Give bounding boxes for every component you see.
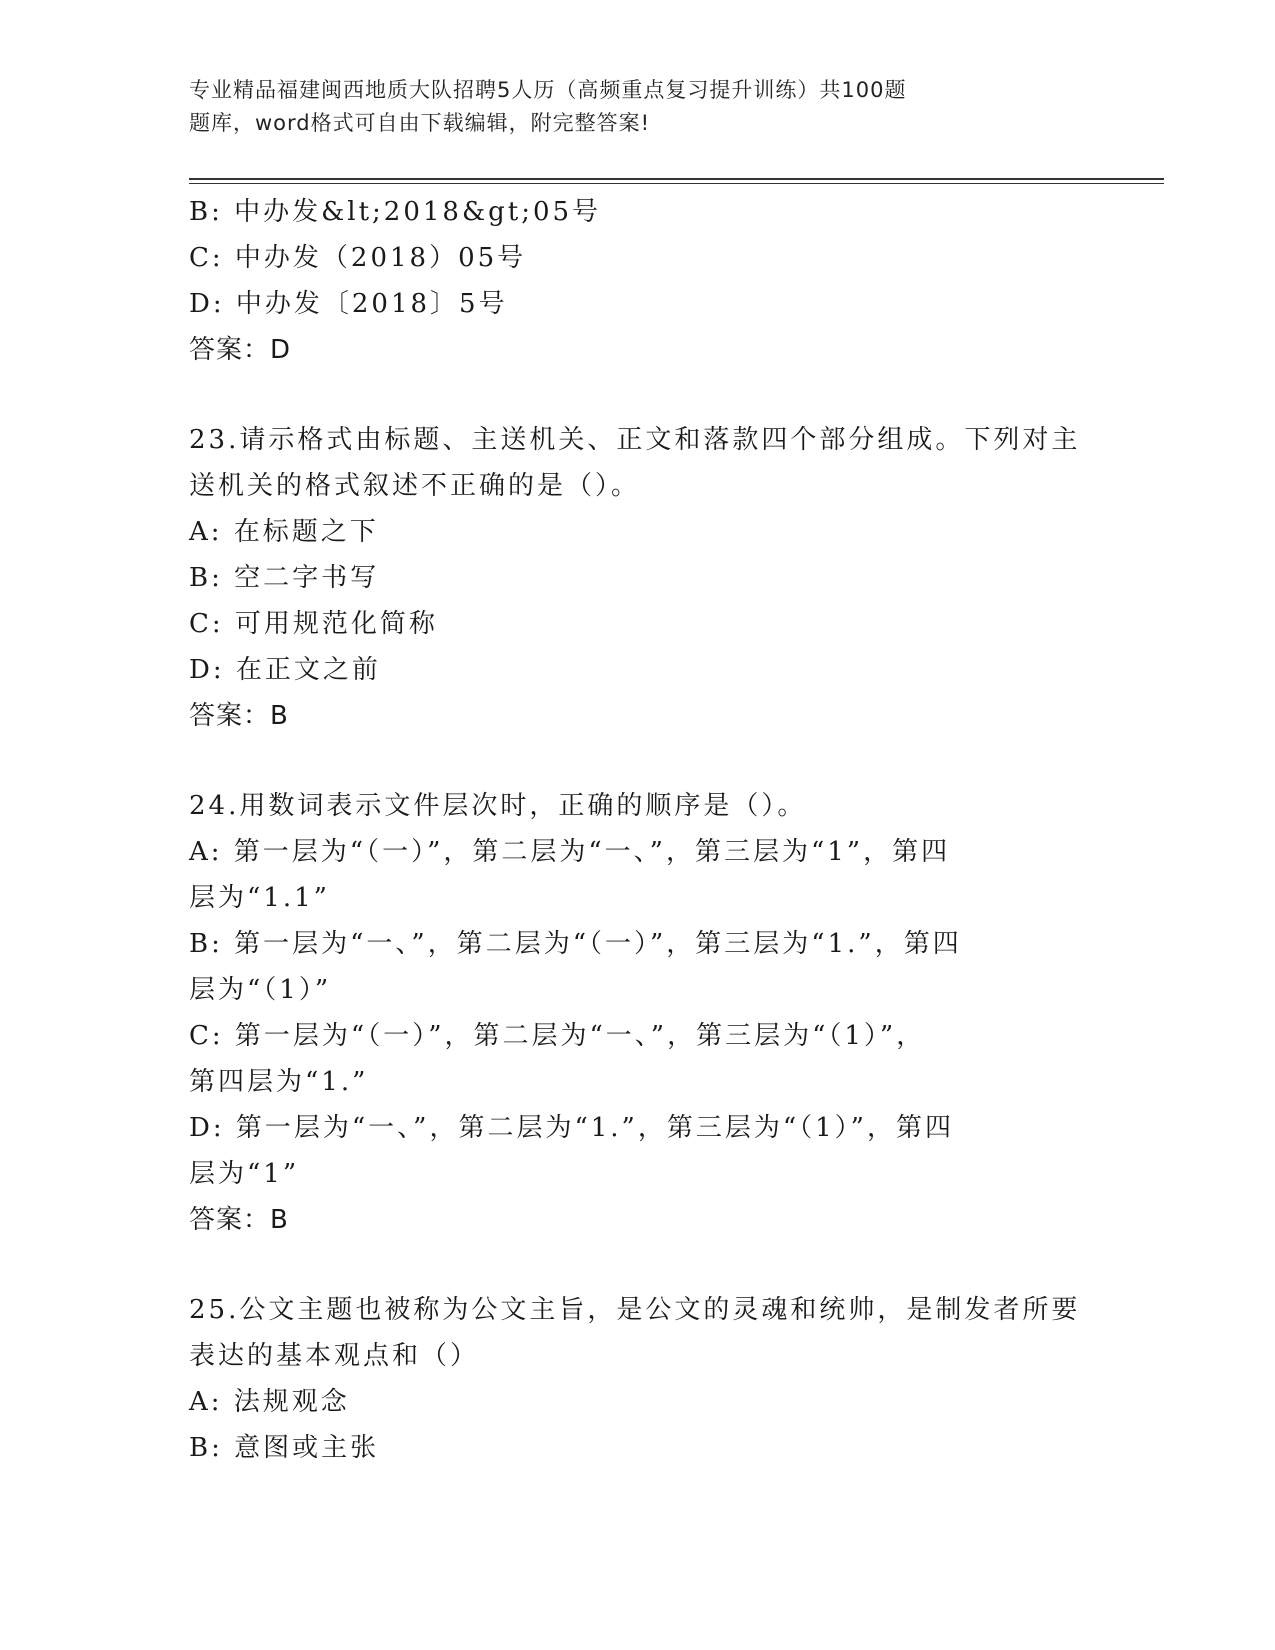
option-d-cont: 层为“1” xyxy=(189,1159,300,1189)
option-d: D: 中办发〔2018〕5号 xyxy=(189,289,508,319)
question-25 xyxy=(189,1287,1089,1471)
question-stem: 25.公文主题也被称为公文主旨，是公文的灵魂和统帅，是制发者所要 xyxy=(189,1295,1081,1325)
question-22-tail xyxy=(189,189,1089,373)
question-stem-cont: 送机关的格式叙述不正确的是（）。 xyxy=(189,471,641,501)
option-d: D: 第一层为“一、”，第二层为“1.”，第三层为“（1）”，第四 xyxy=(189,1113,954,1143)
option-b: B: 中办发&lt;2018&gt;05号 xyxy=(189,197,602,227)
option-a: A: 法规观念 xyxy=(189,1387,350,1417)
option-c-cont: 第四层为“1.” xyxy=(189,1067,369,1097)
header-line-2: 题库，word格式可自由下载编辑，附完整答案! xyxy=(189,111,651,135)
spacer xyxy=(189,1243,1089,1287)
question-stem: 23.请示格式由标题、主送机关、正文和落款四个部分组成。下列对主 xyxy=(189,425,1081,455)
question-stem-cont: 表达的基本观点和（） xyxy=(189,1341,480,1371)
document-header xyxy=(189,74,1069,140)
option-a-cont: 层为“1.1” xyxy=(189,883,330,913)
header-divider-thick xyxy=(189,178,1164,180)
option-a: A: 在标题之下 xyxy=(189,517,379,547)
option-c: C: 第一层为“（一）”，第二层为“一、”，第三层为“（1）”， xyxy=(189,1021,926,1051)
answer-line: 答案：D xyxy=(189,335,292,365)
option-b: B: 第一层为“一、”，第二层为“（一）”，第三层为“1.”，第四 xyxy=(189,929,962,959)
answer-line: 答案：B xyxy=(189,1205,289,1235)
option-c: C: 中办发（2018）05号 xyxy=(189,243,527,273)
option-b: B: 意图或主张 xyxy=(189,1433,380,1463)
option-c: C: 可用规范化简称 xyxy=(189,609,438,639)
question-23 xyxy=(189,417,1089,739)
spacer xyxy=(189,373,1089,417)
answer-line: 答案：B xyxy=(189,701,289,731)
header-divider-thin xyxy=(189,183,1164,184)
question-content xyxy=(189,189,1089,1471)
option-b-cont: 层为“（1）” xyxy=(189,975,332,1005)
spacer xyxy=(189,739,1089,783)
header-line-1: 专业精品福建闽西地质大队招聘5人历（高频重点复习提升训练）共100题 xyxy=(189,78,907,102)
option-a: A: 第一层为“（一）”，第二层为“一、”，第三层为“1”，第四 xyxy=(189,837,951,867)
option-b: B: 空二字书写 xyxy=(189,563,380,593)
question-24 xyxy=(189,783,1089,1243)
option-d: D: 在正文之前 xyxy=(189,655,381,685)
question-stem: 24.用数词表示文件层次时，正确的顺序是（）。 xyxy=(189,791,807,821)
